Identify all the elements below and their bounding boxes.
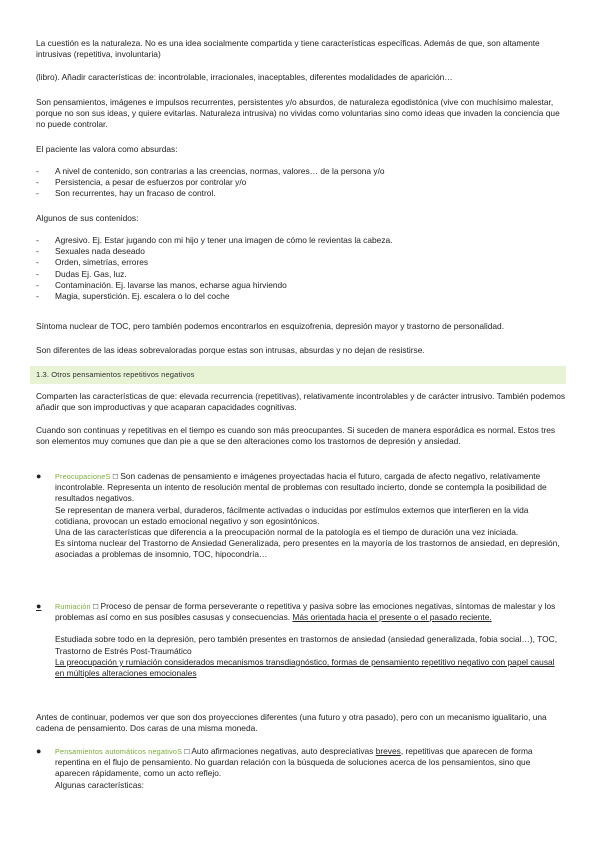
dash-marker: - bbox=[36, 246, 39, 257]
paragraph-overvalued: Son diferentes de las ideas sobrevaloradas porque estas son intrusas, absurdas y no dejan de resistirse. bbox=[36, 345, 425, 355]
list-item: - Son recurrentes, hay un fracaso de control. bbox=[36, 188, 216, 199]
paragraph-nature: La cuestión es la naturaleza. No es una idea socialmente compartida y tiene características específicas. Además de que, son altamente intrusivas (repetitiva, involuntaria) bbox=[36, 38, 540, 60]
contents-list bbox=[36, 235, 566, 302]
list-item: - A nivel de contenido, son contrarias a las creencias, normas, valores… de la persona y/o bbox=[36, 166, 385, 176]
term-preocupaciones: PreocupacioneS bbox=[55, 472, 111, 481]
arrow-icon: □ bbox=[184, 746, 190, 756]
section-heading bbox=[30, 366, 566, 384]
underlined-word: breves bbox=[375, 746, 401, 756]
dash-marker: - bbox=[36, 188, 39, 199]
list-item: - Magia, superstición. Ej. escalera o lo del coche bbox=[36, 291, 230, 302]
dash-marker: - bbox=[36, 257, 39, 268]
term-rumiacion: Rumiación bbox=[55, 602, 91, 611]
arrow-icon: □ bbox=[112, 471, 118, 481]
list-item: - Dudas Ej. Gas, luz. bbox=[36, 268, 127, 279]
paragraph-book: (libro). Añadir características de: incontrolable, irracionales, inaceptables, diferentes modalidades de aparición… bbox=[36, 72, 453, 82]
paragraph-absurd: El paciente las valora como absurdas: bbox=[36, 144, 178, 154]
arrow-icon: □ bbox=[93, 601, 99, 611]
section-heading-text: 1.3. Otros pensamientos repetitivos negativos bbox=[36, 370, 195, 380]
paragraph-shared-features: Comparten las características de que: elevada recurrencia (repetitivas), relativamente incontrolables y de carácter intrusivo. También podemos añadir que son improductivas y que acaparan capacidades cognitivas. bbox=[36, 391, 566, 413]
absurd-list bbox=[36, 166, 566, 200]
underlined-phrase: Más orientada hacia el presente o el pasado reciente. bbox=[292, 612, 492, 623]
list-item: - Persistencia, a pesar de esfuerzos por controlar y/o bbox=[36, 177, 247, 188]
bullet-rumiacion: ● Rumiación □ Proceso de pensar de forma perseverante o repetitiva y pasiva sobre las emociones negativas, síntomas de malestar y los problemas así como en sus posibles casusas y consecuencias. Más orientada hacia el presente o el pasado reciente. Estudiada sobre todo en la depresión, pero también presentes en trastornos de ansiedad (ansiedad generalizada, fobia social…), TOC, Trastorno de Estrés Post-Traumático La preocupación y rumiación considerados mecanismos transdiagnóstico, formas de pensamiento repetitivo negativo con papel causal en múltiples alteraciones emocionales bbox=[36, 601, 566, 679]
dash-marker: - bbox=[36, 235, 39, 245]
bullet-dot-icon: ● bbox=[36, 746, 42, 756]
dash-marker: - bbox=[36, 268, 39, 279]
term-pensamientos-automaticos: Pensamientos automáticos negativoS bbox=[55, 747, 183, 756]
list-item: - Sexuales nada deseado bbox=[36, 246, 145, 257]
list-item: - Agresivo. Ej. Estar jugando con mi hijo y tener una imagen de cómo le revientas la cabeza. bbox=[36, 235, 393, 245]
paragraph-contents: Algunos de sus contenidos: bbox=[36, 213, 139, 223]
bullet-dot-icon: ● bbox=[36, 601, 42, 611]
bullet-dot-icon: ● bbox=[36, 471, 42, 481]
dash-marker: - bbox=[36, 166, 39, 176]
paragraph-continuous: Cuando son continuas y repetitivas en el tiempo es cuando son más preocupantes. Si suceden de manera esporádica es normal. Estos tres son elementos muy comunes que dan pie a que se den alteraciones como los trastornos de depresión y ansiedad. bbox=[36, 425, 556, 447]
paragraph-two-sides: Antes de continuar, podemos ver que son dos proyecciones diferentes (una futuro y otra pasado), pero con un mecanismo igualitario, una cadena de pensamiento. Dos caras de una misma moneda. bbox=[36, 712, 547, 734]
dash-marker: - bbox=[36, 279, 39, 290]
list-item: - Orden, simetrías, errores bbox=[36, 257, 149, 268]
bullet-pensamientos-automaticos: ● Pensamientos automáticos negativoS □ Auto afirmaciones negativas, auto despreciativas breves, repetitivas que aparecen de forma repentina en el flujo de pensamiento. No guardan relación con la búsqueda de soluciones acerca de los pensamientos, sino que aparecen rápidamente, como un acto reflejo. Algunas características: bbox=[36, 746, 533, 790]
list-item: - Contaminación. Ej. lavarse las manos, echarse agua hirviendo bbox=[36, 279, 287, 290]
paragraph-definition: Son pensamientos, imágenes e impulsos recurrentes, persistentes y/o absurdos, de naturaleza egodistónica (vive con muchísimo malestar, porque no son sus ideas, y quiere evitarlas. Naturaleza intrusiva) no vividas como voluntarias sino como ideas que invaden la conciencia que no puede controlar. bbox=[36, 97, 560, 130]
underlined-paragraph: La preocupación y rumiación considerados mecanismos transdiagnóstico, formas de pensamiento repetitivo negativo con papel causal en múltiples alteraciones emocionales bbox=[55, 656, 555, 679]
bullet-preocupaciones: ● PreocupacioneS □ Son cadenas de pensamiento e imágenes proyectadas hacia el futuro, cargada de afecto negativo, relativamente incontrolable. Representa un intento de resolución mental de problemas con resultado incierto, donde se contempla la posibilidad de resultados negativos. Se representan de manera verbal, duraderos, fácilmente activadas o inducidas por estímulos externos que interfieren en la vida cotidiana, provocan un estado emocional negativo y son egosintónicos. Una de las características que diferencia a la preocupación normal de la patología es el tiempo de duración una vez iniciada. Es síntoma nuclear del Trastorno de Ansiedad Generalizada, pero presentes en la mayoría de los trastornos de ansiedad, en depresión, asociadas a problemas de insomnio, TOC, hipocondría… bbox=[36, 471, 560, 560]
dash-marker: - bbox=[36, 177, 39, 188]
paragraph-toc: Síntoma nuclear de TOC, pero también podemos encontrarlos en esquizofrenia, depresión mayor y trastorno de personalidad. bbox=[36, 321, 505, 331]
dash-marker: - bbox=[36, 291, 39, 302]
